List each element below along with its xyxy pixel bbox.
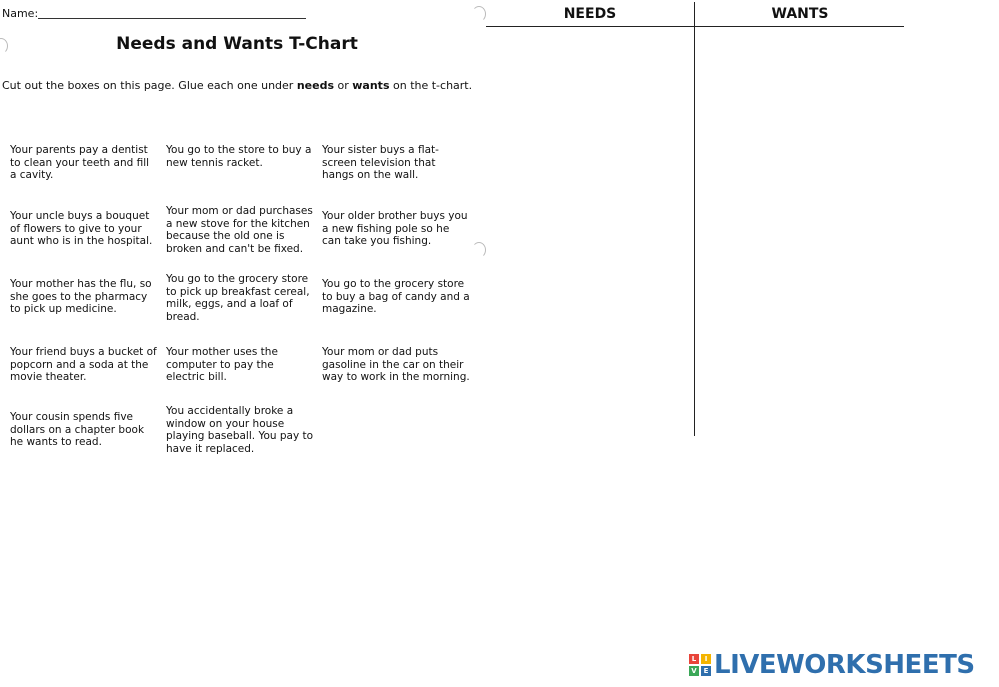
- tchart-needs-dropzone[interactable]: [486, 28, 693, 436]
- card-dentist[interactable]: Your parents pay a dentist to clean your teeth and fill a cavity.: [10, 144, 150, 181]
- name-label: Name:: [2, 7, 39, 20]
- card-chapter-book[interactable]: Your cousin spends five dollars on a chapter book he wants to read.: [10, 411, 145, 448]
- logo-square: I: [701, 654, 711, 664]
- instructions-prefix: Cut out the boxes on this page. Glue each one under: [2, 79, 297, 92]
- instructions-or: or: [334, 79, 353, 92]
- card-tennis-racket[interactable]: You go to the store to buy a new tennis racket.: [166, 144, 312, 169]
- card-gasoline[interactable]: Your mom or dad puts gasoline in the car on their way to work in the morning.: [322, 346, 470, 383]
- card-broken-window[interactable]: You accidentally broke a window on your house playing baseball. You pay to have it replaced.: [166, 405, 314, 455]
- card-flat-screen-tv[interactable]: Your sister buys a flat-screen television that hangs on the wall.: [322, 144, 439, 181]
- card-popcorn-soda[interactable]: Your friend buys a bucket of popcorn and a soda at the movie theater.: [10, 346, 157, 383]
- tchart-wants-dropzone[interactable]: [696, 28, 904, 436]
- instructions-suffix: on the t-chart.: [389, 79, 473, 92]
- card-medicine[interactable]: Your mother has the flu, so she goes to the pharmacy to pick up medicine.: [10, 278, 152, 315]
- logo-square: E: [701, 666, 711, 676]
- instructions-wants: wants: [352, 79, 390, 92]
- card-flowers[interactable]: Your uncle buys a bouquet of flowers to give to your aunt who is in the hospital.: [10, 210, 153, 247]
- tchart-horizontal-line: [486, 26, 904, 27]
- instructions: [2, 79, 472, 92]
- card-groceries[interactable]: You go to the grocery store to pick up breakfast cereal, milk, eggs, and a loaf of bread.: [166, 273, 310, 323]
- card-electric-bill[interactable]: Your mother uses the computer to pay the electric bill.: [166, 346, 278, 383]
- name-line: [38, 18, 306, 19]
- punch-hole-mark: [472, 242, 486, 258]
- liveworksheets-logo: [689, 650, 975, 680]
- card-candy-magazine[interactable]: You go to the grocery store to buy a bag of candy and a magazine.: [322, 278, 470, 315]
- page-title: Needs and Wants T-Chart: [116, 34, 358, 54]
- logo-text: LIVEWORKSHEETS: [714, 650, 975, 680]
- logo-square: V: [689, 666, 699, 676]
- logo-square: L: [689, 654, 699, 664]
- tchart-needs-header: NEEDS: [563, 6, 617, 22]
- card-stove[interactable]: Your mom or dad purchases a new stove for the kitchen because the old one is broken and can't be fixed.: [166, 205, 313, 255]
- tchart-vertical-line: [694, 2, 695, 436]
- punch-hole-mark: [472, 6, 486, 22]
- tchart-wants-header: WANTS: [771, 6, 829, 22]
- card-fishing-pole[interactable]: Your older brother buys you a new fishing pole so he can take you fishing.: [322, 210, 468, 247]
- logo-squares: [689, 654, 711, 676]
- instructions-needs: needs: [296, 79, 335, 92]
